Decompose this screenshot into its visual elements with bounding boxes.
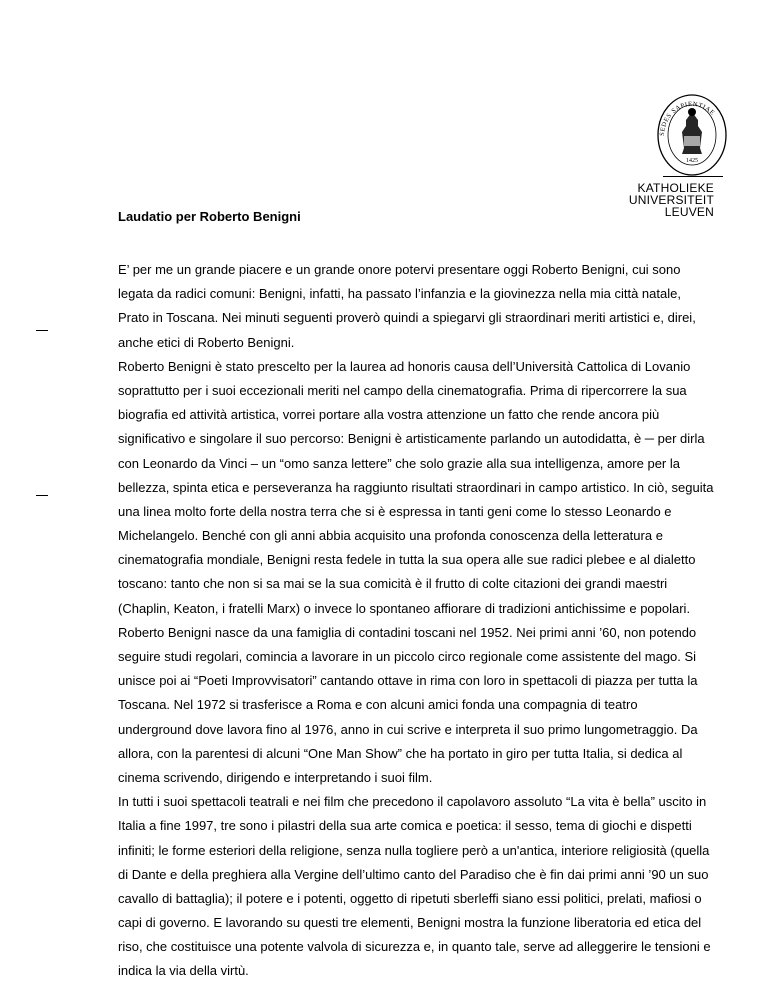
seal-motto: SEDES SAPIENTIAE xyxy=(658,100,717,137)
body-text-line: E’ per me un grande piacere e un grande onore potervi presentare oggi Roberto Benigni, cui sono xyxy=(118,262,681,277)
body-text-line: Italia a fine 1997, tre sono i pilastri della sua arte comica e poetica: il sesso, tema di giochi e dispetti xyxy=(118,818,692,834)
body-text-line: allora, con la parentesi di alcuni “One Man Show” che ha portato in giro per tutta Italia, si dedica al xyxy=(118,745,683,761)
document-body xyxy=(118,258,718,984)
body-text-line: Prato in Toscana. Nei minuti seguenti proverò quindi a spiegarvi gli straordinari meriti artistici e, direi, xyxy=(118,310,696,326)
body-text-line: Roberto Benigni nasce da una famiglia di contadini toscani nel 1952. Nei primi anni ’60, non potendo xyxy=(118,624,697,640)
body-text-line: Roberto Benigni è stato prescelto per la laurea ad honoris causa dell’Università Cattolica di Lovanio xyxy=(118,358,691,374)
body-text-line: con Leonardo da Vinci – un “omo sanza lettere” che solo grazie alla sua intelligenza, amore per la xyxy=(118,455,680,471)
body-text-line: soprattutto per i suoi eccezionali meriti nel campo della cinematografia. Prima di ripercorrere la sua xyxy=(118,382,687,398)
body-text-line: cavallo di battaglia); il potere e i potenti, oggetto di ripetuti sberleffi siano essi politici, prelati, mafiosi o xyxy=(118,890,702,906)
university-seal-icon xyxy=(654,92,730,178)
body-text-line: infiniti; le forme esteriori della religione, senza nulla togliere però a un'antica, interiore religiosità (quella xyxy=(118,842,710,858)
body-text-line: Michelangelo. Benché con gli anni abbia acquisito una profonda conoscenza della letteratura e xyxy=(118,528,663,544)
body-text-line: toscano: tanto che non si sa mai se la sua comicità è il frutto di colte citazioni dei grandi maestri xyxy=(118,576,668,592)
body-text-line: anche etici di Roberto Benigni. xyxy=(118,334,295,350)
logo-divider xyxy=(663,176,723,177)
body-text-line: bellezza, spinta etica e perseveranza ha raggiunto risultati straordinari in campo artistico. In ciò, seguita xyxy=(118,479,714,495)
body-text-line: significativo e singolare il suo percorso: Benigni è artisticamente parlando un autodidatta, è ─ per dirla xyxy=(118,431,705,447)
body-text-line: (Chaplin, Keaton, i fratelli Marx) o invece lo spontaneo affiorare di tradizioni antichissime e popolari. xyxy=(118,600,691,616)
body-text-line: unisce poi ai “Poeti Improvvisatori” cantando ottave in rima con loro in spettacoli di piazza per tutta la xyxy=(118,673,698,689)
university-wordmark xyxy=(629,182,714,218)
body-text-line: seguire studi regolari, comincia a lavorare in un piccolo circo regionale come assistente del mago. Si xyxy=(118,649,697,664)
margin-tick xyxy=(36,495,48,496)
wordmark-line: UNIVERSITEIT xyxy=(628,193,714,207)
body-text-line: legata da radici comuni: Benigni, infatti, ha passato l’infanzia e la giovinezza nella mia città natale, xyxy=(118,286,681,302)
body-text-line: riso, che costituisce una potente valvola di sicurezza e, in quanto tale, serve ad alleggerire le tensioni e xyxy=(118,939,711,955)
body-text-line: cinematografia mondiale, Benigni resta fedele in tutta la sua opera alle sue radici plebee e al dialetto xyxy=(118,552,696,568)
body-text-line: underground dove lavora fino al 1976, anno in cui scrive e interpreta il suo primo lungometraggio. Da xyxy=(118,721,698,737)
body-text-line: capi di governo. E lavorando su questi tre elementi, Benigni mostra la funzione liberatoria ed etica del xyxy=(118,915,702,931)
margin-tick xyxy=(36,330,48,331)
body-text-line: biografia ed attività artistica, vorrei portare alla vostra attenzione un fatto che rende ancora più xyxy=(118,407,660,423)
body-text-line: di Dante e della preghiera alla Vergine dell’ultimo canto del Paradiso che è fin dai primi anni ’90 un suo xyxy=(118,866,709,882)
body-text-line: In tutti i suoi spettacoli teatrali e nei film che precedono il capolavoro assoluto “La vita è bella” uscito in xyxy=(118,794,707,810)
seal-year: 1425 xyxy=(686,158,698,164)
body-text-line: cinema scrivendo, dirigendo e interpretando i suoi film. xyxy=(118,769,433,785)
wordmark-line: LEUVEN xyxy=(664,205,714,219)
body-text-line: indica la via della virtù. xyxy=(118,963,249,979)
body-text-line: una linea molto forte della nostra terra che si è espressa in tanti geni come lo stesso Leonardo e xyxy=(118,503,672,519)
document-title: Laudatio per Roberto Benigni xyxy=(118,209,301,224)
body-text-line: Toscana. Nel 1972 si trasferisce a Roma e con alcuni amici fonda una compagnia di teatro xyxy=(118,697,638,713)
wordmark-line: KATHOLIEKE xyxy=(637,181,714,195)
